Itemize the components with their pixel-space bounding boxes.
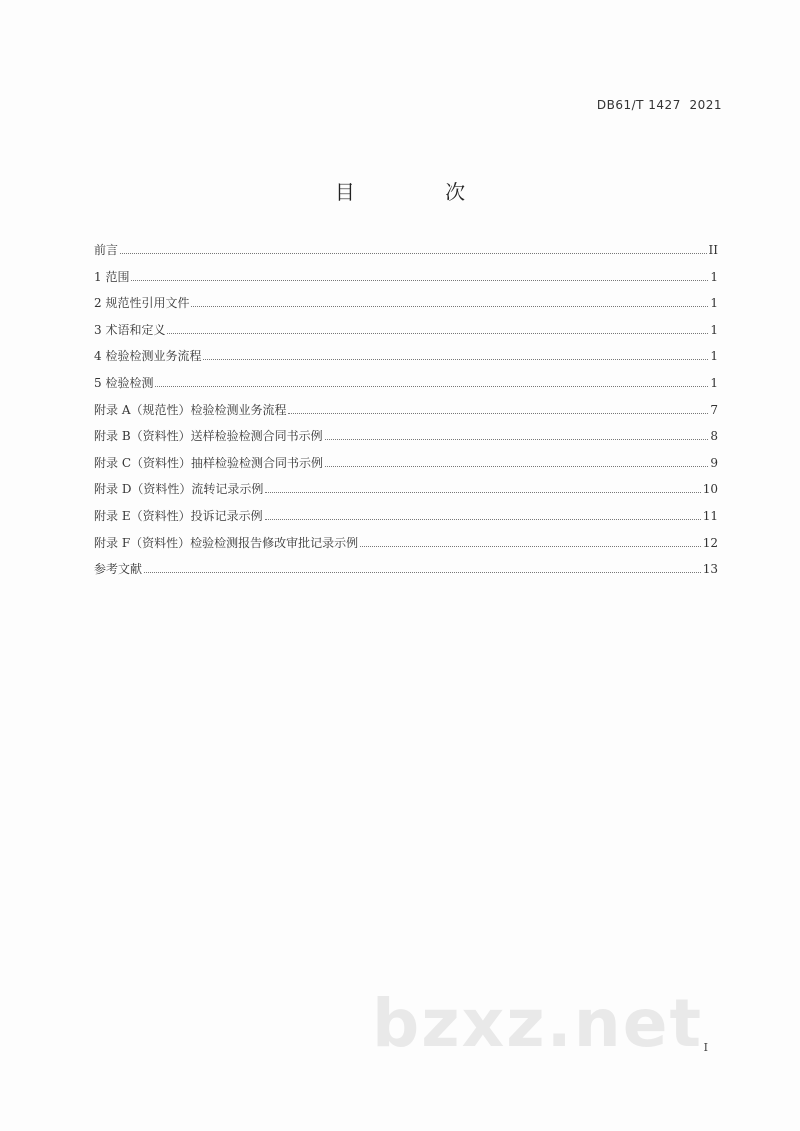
toc-entry-label: 附录 E（资料性）投诉记录示例 [94,508,263,523]
toc-entry-label: 4 检验检测业务流程 [94,349,202,364]
toc-entry-label: 附录 F（资料性）检验检测报告修改审批记录示例 [94,535,359,550]
toc-leader-dots [265,491,700,493]
toc-entry-page: 10 [702,482,718,497]
toc-entry-page: 7 [710,402,718,417]
toc-entry-annex-b[interactable] [94,426,718,453]
toc-entry-label: 前言 [94,243,119,257]
toc-leader-dots [325,438,708,440]
toc-entry-annex-a[interactable] [94,400,718,427]
toc-entry-page: 11 [702,508,718,523]
toc-entry-label: 参考文献 [94,562,143,577]
toc-leader-dots [155,385,708,387]
toc-leader-dots [131,279,708,281]
toc-leader-dots [265,518,701,520]
toc-entry-annex-f[interactable] [94,533,718,560]
toc-entry-label: 附录 B（资料性）送样检验检测合同书示例 [94,429,323,444]
toc-entry-page: 1 [710,375,718,390]
toc-entry-page: 1 [710,296,718,311]
toc-entry-label: 2 规范性引用文件 [94,296,190,311]
toc-entry-page: 1 [710,322,718,337]
toc-entry-page: 12 [702,535,718,550]
toc-entry-label: 附录 A（规范性）检验检测业务流程 [94,402,287,417]
toc-entry-normative-references[interactable] [94,293,718,320]
toc-title: 目 次 [334,180,508,204]
toc-entry-page: 1 [710,269,718,284]
watermark: bzxz.net [372,985,704,1062]
table-of-contents [94,240,718,586]
toc-entry-page: 8 [710,429,718,444]
toc-entry-label: 附录 D（资料性）流转记录示例 [94,482,264,497]
toc-entry-label: 5 检验检测 [94,375,154,390]
toc-entry-terms-definitions[interactable] [94,320,718,347]
toc-leader-dots [144,571,701,573]
toc-entry-business-process[interactable] [94,346,718,373]
page-number: I [703,1041,708,1054]
toc-entry-page: 1 [710,349,718,364]
toc-entry-label: 1 范围 [94,269,130,284]
toc-entry-inspection-testing[interactable] [94,373,718,400]
toc-leader-dots [120,252,707,254]
toc-entry-label: 附录 C（资料性）抽样检验检测合同书示例 [94,455,323,470]
toc-entry-annex-e[interactable] [94,506,718,533]
toc-entry-label: 3 术语和定义 [94,322,166,337]
toc-leader-dots [167,332,708,334]
toc-entry-page: II [708,243,718,257]
toc-entry-annex-c[interactable] [94,453,718,480]
toc-leader-dots [288,412,708,414]
toc-entry-page: 9 [710,455,718,470]
toc-entry-annex-d[interactable] [94,479,718,506]
toc-entry-bibliography[interactable] [94,559,718,586]
toc-leader-dots [203,358,708,360]
toc-leader-dots [325,465,708,467]
toc-leader-dots [360,545,701,547]
toc-leader-dots [191,305,708,307]
toc-entry-scope[interactable] [94,267,718,294]
document-code: DB61/T 1427 2021 [596,98,722,112]
toc-entry-page: 13 [702,562,718,577]
toc-entry-foreword[interactable] [94,240,718,267]
